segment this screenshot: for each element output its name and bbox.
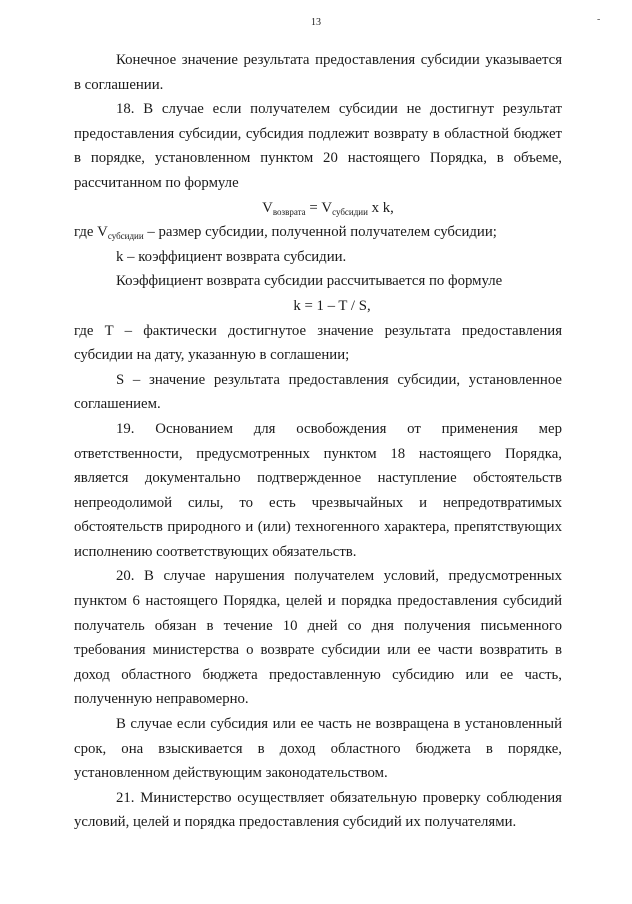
formula-definition-k: k – коэффициент возврата субсидии.	[116, 248, 347, 265]
formula-definition-s: S – значение результата предоставления субсидии, установленное соглашением.	[74, 371, 562, 413]
paragraph: В случае если субсидия или ее часть не возвращена в установленный срок, она взыскивается в доход областного бюджета в порядке, установленном действующим законодательством.	[74, 716, 562, 782]
formula-tail: x k,	[367, 199, 394, 216]
formula-definition-t: где T – фактически достигнутое значение результата предоставления субсидии на дату, указанную в соглашении;	[74, 322, 562, 364]
formula-lhs-subscript: возврата	[272, 206, 306, 217]
formula-rhs-subscript: субсидии	[332, 206, 368, 217]
definition-prefix: где V	[74, 224, 108, 241]
page-number: 13	[311, 17, 321, 28]
paragraph: Коэффициент возврата субсидии рассчитывается по формуле	[116, 273, 503, 290]
formula-return-volume	[74, 196, 562, 221]
paragraph-20: 20. В случае нарушения получателем условий, предусмотренных пунктом 6 настоящего Порядка, целей и порядка предоставления субсидий получатель обязан в течение 10 дней со дня получения письменного требования министерства о возврате субсидии или ее части возвратить в доход областного бюджета предоставленную субсидию или ее часть, полученную неправомерно.	[74, 568, 562, 708]
paragraph: Конечное значение результата предоставления субсидии указывается в соглашении.	[74, 52, 562, 93]
formula-coefficient: k = 1 – T / S,	[293, 297, 371, 314]
definition-subscript: субсидии	[107, 231, 144, 242]
definition-text: – размер субсидии, полученной получателем субсидии;	[143, 224, 497, 241]
paragraph-21: 21. Министерство осуществляет обязательную проверку соблюдения условий, целей и порядка предоставления субсидий их получателями.	[74, 789, 562, 831]
corner-mark: -	[597, 14, 601, 25]
formula-definition-v	[74, 220, 562, 245]
formula-lhs: V	[262, 199, 273, 216]
paragraph-18: 18. В случае если получателем субсидии не достигнут результат предоставления субсидии, субсидия подлежит возврату в областной бюджет в порядке, установленном пунктом 20 настоящего Порядка, в объеме, рассчитанном по формуле	[74, 101, 562, 191]
paragraph-19: 19. Основанием для освобождения от применения мер ответственности, предусмотренных пунктом 18 настоящего Порядка, является документально подтвержденное наступление обстоятельств непреодолимой силы, то есть чрезвычайных и непредотвратимых обстоятельств природного и (или) техногенного характера, препятствующих исполнению соответствующих обязательств.	[74, 420, 562, 560]
formula-equals: =	[305, 199, 322, 216]
formula-rhs: V	[321, 199, 333, 216]
document-body	[74, 48, 562, 835]
